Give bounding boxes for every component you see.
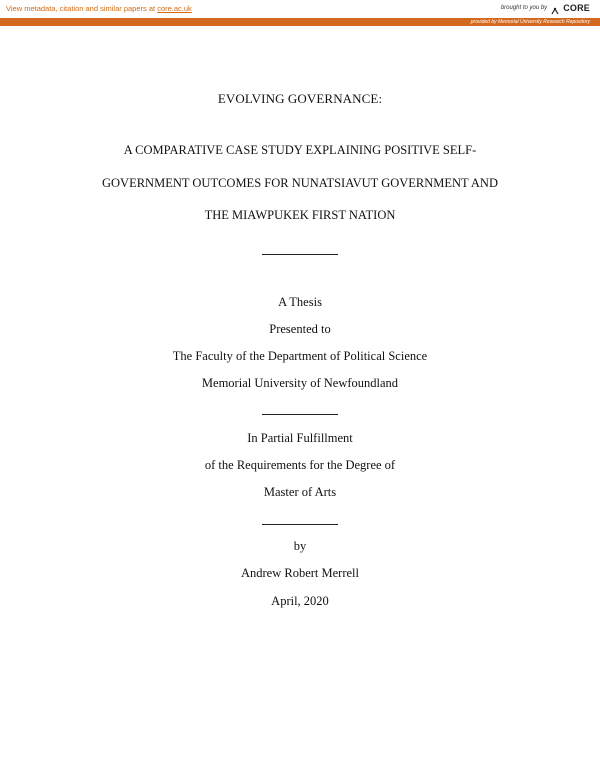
subtitle-line-1: A COMPARATIVE CASE STUDY EXPLAINING POSITIVE SELF- xyxy=(123,143,477,157)
divider-1 xyxy=(262,254,338,255)
degree-line: Master of Arts xyxy=(263,485,337,499)
divider-2 xyxy=(262,414,338,415)
presented-to: Presented to xyxy=(269,322,331,336)
subtitle-line-3: THE MIAWPUKEK FIRST NATION xyxy=(204,208,396,222)
core-metadata-prefix: View metadata, citation and similar papers at xyxy=(6,4,158,13)
requirements-line: of the Requirements for the Degree of xyxy=(204,458,396,472)
core-ac-uk-link[interactable]: core.ac.uk xyxy=(157,4,192,13)
thesis-date: April, 2020 xyxy=(271,594,329,608)
divider-3 xyxy=(262,524,338,525)
thesis-title: EVOLVING GOVERNANCE: xyxy=(217,91,383,106)
core-header-top xyxy=(0,0,600,18)
core-logo-icon xyxy=(550,3,560,13)
author-name: Andrew Robert Merrell xyxy=(240,566,360,580)
thesis-label: A Thesis xyxy=(278,295,322,309)
core-logo-text: CORE xyxy=(563,3,590,13)
core-brand[interactable] xyxy=(501,3,590,13)
by-label: by xyxy=(293,539,307,553)
subtitle-line-2: GOVERNMENT OUTCOMES FOR NUNATSIAVUT GOVERNMENT AND xyxy=(102,176,498,190)
provided-by-text: provided by Memorial University Research Repository xyxy=(470,19,590,25)
brought-to-you-text: brought to you by xyxy=(500,5,548,11)
core-provided-strip xyxy=(0,18,600,26)
faculty-line: The Faculty of the Department of Political Science xyxy=(172,349,428,363)
university-line: Memorial University of Newfoundland xyxy=(201,376,399,390)
core-header xyxy=(0,0,600,26)
core-metadata-link[interactable] xyxy=(6,4,192,13)
partial-fulfillment: In Partial Fulfillment xyxy=(247,431,353,445)
